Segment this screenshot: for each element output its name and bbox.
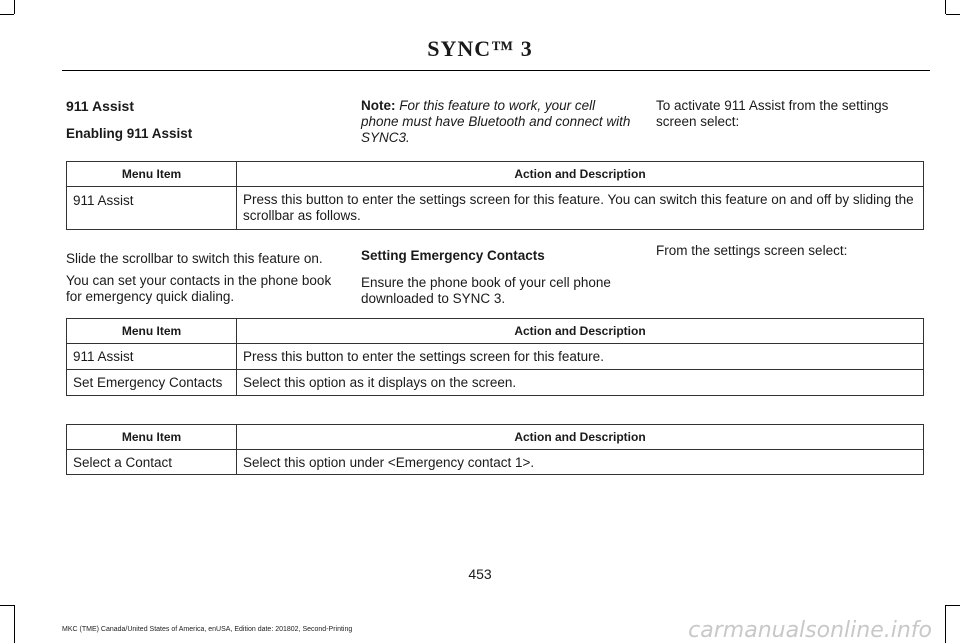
edition-footer: MKC (TME) Canada/United States of America, enUSA, Edition date: 201802, Second-Printing [62,626,353,633]
table-row [67,344,924,370]
column-header-action: Action and Description [237,162,924,187]
section-subheading: Enabling 911 Assist [66,126,193,141]
column-header-menu-item: Menu Item [67,319,237,344]
column-header-menu-item: Menu Item [67,162,237,187]
slide-paragraph: Slide the scrollbar to switch this feature on. [66,251,323,266]
menu-table-3 [66,424,924,475]
menu-table-1 [66,161,924,230]
setting-contacts-heading: Setting Emergency Contacts [361,248,545,263]
contacts-paragraph: You can set your contacts in the phone book for emergency quick dialing. [66,273,332,304]
crop-mark [14,605,15,643]
from-settings-paragraph: From the settings screen select: [656,243,848,258]
menu-table-2 [66,318,924,396]
crop-mark [945,605,946,643]
menu-item-cell: 911 Assist [67,344,237,370]
menu-item-cell: 911 Assist [67,187,237,230]
action-cell: Select this option under <Emergency contact 1>. [237,450,924,475]
activate-paragraph: To activate 911 Assist from the settings screen select: [656,98,889,129]
column-header-menu-item: Menu Item [67,425,237,450]
table-row [67,187,924,230]
crop-mark [0,14,14,15]
action-cell: Press this button to enter the settings screen for this feature. [237,344,924,370]
menu-item-cell: Set Emergency Contacts [67,370,237,396]
table-header-row [67,319,924,344]
crop-mark [946,605,960,606]
crop-mark [0,605,14,606]
section-heading: 911 Assist [66,98,134,114]
watermark: carmanualsonline.info [688,618,932,643]
header-rule [62,70,930,71]
action-cell: Select this option as it displays on the screen. [237,370,924,396]
ensure-paragraph: Ensure the phone book of your cell phone downloaded to SYNC 3. [361,275,611,306]
action-cell: Press this button to enter the settings screen for this feature. You can switch this feature on and off by sliding the scrollbar as follows. [237,187,924,230]
crop-mark [945,0,946,14]
crop-mark [14,0,15,14]
page-header-title: SYNC™ 3 [427,36,533,61]
note-text: For this feature to work, your cell phone must have Bluetooth and connect with SYNC3. [361,98,631,145]
table-row [67,450,924,475]
note-paragraph [361,98,631,146]
column-header-action: Action and Description [237,319,924,344]
menu-item-cell: Select a Contact [67,450,237,475]
page-number: 453 [468,566,492,582]
note-label: Note: [361,98,396,113]
table-row [67,370,924,396]
column-header-action: Action and Description [237,425,924,450]
table-header-row [67,425,924,450]
crop-mark [946,14,960,15]
table-header-row [67,162,924,187]
